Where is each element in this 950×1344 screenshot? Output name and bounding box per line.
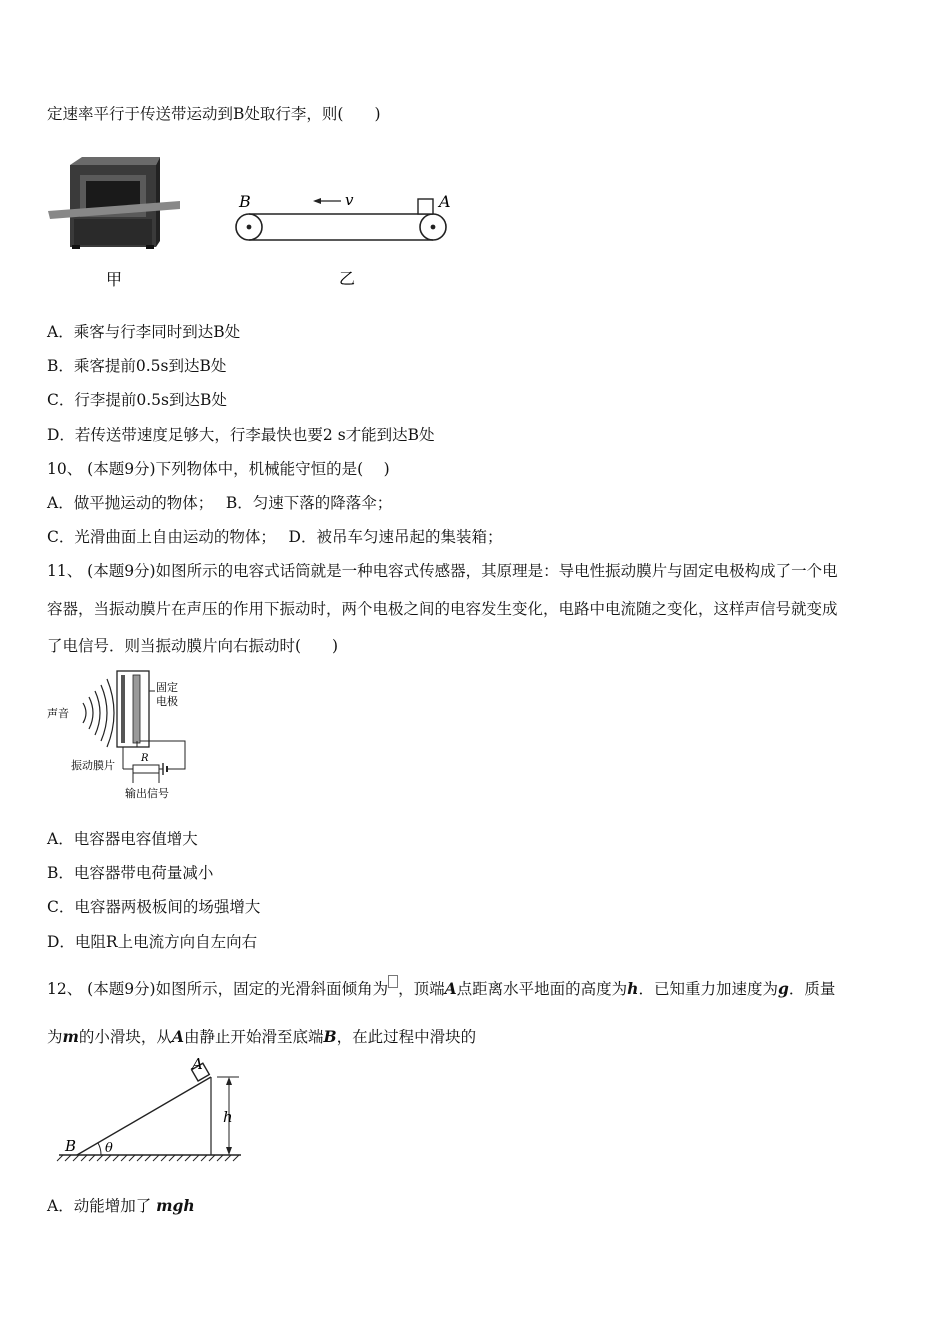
diaphragm-label: 振动膜片: [71, 759, 115, 772]
q11-option-a: A．电容器电容值增大: [47, 830, 198, 848]
output-signal-label: 输出信号: [125, 787, 169, 800]
baggage-scanner-figure: [48, 155, 180, 290]
q11-stem-line3: 了电信号．则当振动膜片向右振动时( ): [47, 637, 339, 655]
q11-option-b: B．电容器带电荷量减小: [47, 864, 214, 882]
sound-label: 声音: [47, 707, 69, 720]
q9-option-a: A．乘客与行李同时到达B处: [47, 323, 241, 341]
q12-stem-line1: 12、 (本题9分)如图所示，固定的光滑斜面倾角为 ，顶端A点距离水平地面的高度为h．已知重力加速度为g．质量: [47, 977, 835, 999]
q9-option-d: D．若传送带速度足够大，行李最快也要2 s才能到达B处: [47, 426, 435, 444]
q10-stem: 10、 (本题9分)下列物体中，机械能守恒的是( ): [47, 460, 390, 478]
q10-options-row1: A．做平抛运动的物体； B．匀速下落的降落伞；: [47, 494, 393, 512]
missing-symbol-box: [388, 975, 398, 988]
q11-stem-line1: 11、 (本题9分)如图所示的电容式话筒就是一种电容式传感器，其原理是：导电性振动膜片与固定电极构成了一个电: [47, 562, 838, 580]
conveyor-belt-figure: [225, 188, 465, 288]
q11-option-c: C．电容器两极板间的场强增大: [47, 898, 261, 916]
condenser-microphone-figure: [45, 665, 195, 805]
label-b: B: [239, 192, 251, 211]
fixed-electrode-label-1: 固定: [156, 681, 178, 694]
yi-caption: 乙: [339, 269, 356, 288]
q12-stem-line2: 为m的小滑块，从A由静止开始滑至底端B，在此过程中滑块的: [47, 1027, 477, 1046]
jia-caption: 甲: [106, 270, 123, 289]
label-v: v: [345, 191, 354, 209]
q9-option-b: B．乘客提前0.5s到达B处: [47, 357, 227, 375]
resistor-label: R: [141, 753, 149, 764]
fixed-electrode: [133, 675, 140, 743]
inclined-plane-figure: [55, 1055, 245, 1165]
q10-options-row2: C．光滑曲面上自由运动的物体； D．被吊车匀速吊起的集装箱；: [47, 528, 503, 546]
resistor: [133, 765, 159, 773]
label-a: A: [192, 1055, 203, 1073]
slope-line: [77, 1077, 211, 1155]
label-h: h: [223, 1108, 233, 1126]
q9-stem: 定速率平行于传送带运动到B处取行李，则( ): [47, 105, 381, 123]
q11-stem-line2: 容器，当振动膜片在声压的作用下振动时，两个电极之间的电容发生变化，电路中电流随之变化，这样声信号就变成: [47, 600, 838, 618]
label-theta: θ: [105, 1141, 113, 1156]
q9-option-c: C．行李提前0.5s到达B处: [47, 391, 227, 409]
q11-option-d: D．电阻R上电流方向自左向右: [47, 933, 258, 951]
label-b: B: [65, 1137, 77, 1155]
fixed-electrode-label-2: 电极: [156, 695, 178, 708]
label-a: A: [439, 192, 451, 211]
luggage-box: [418, 199, 433, 214]
q12-option-a: A．动能增加了 mgh: [47, 1196, 195, 1215]
diaphragm: [121, 675, 125, 743]
